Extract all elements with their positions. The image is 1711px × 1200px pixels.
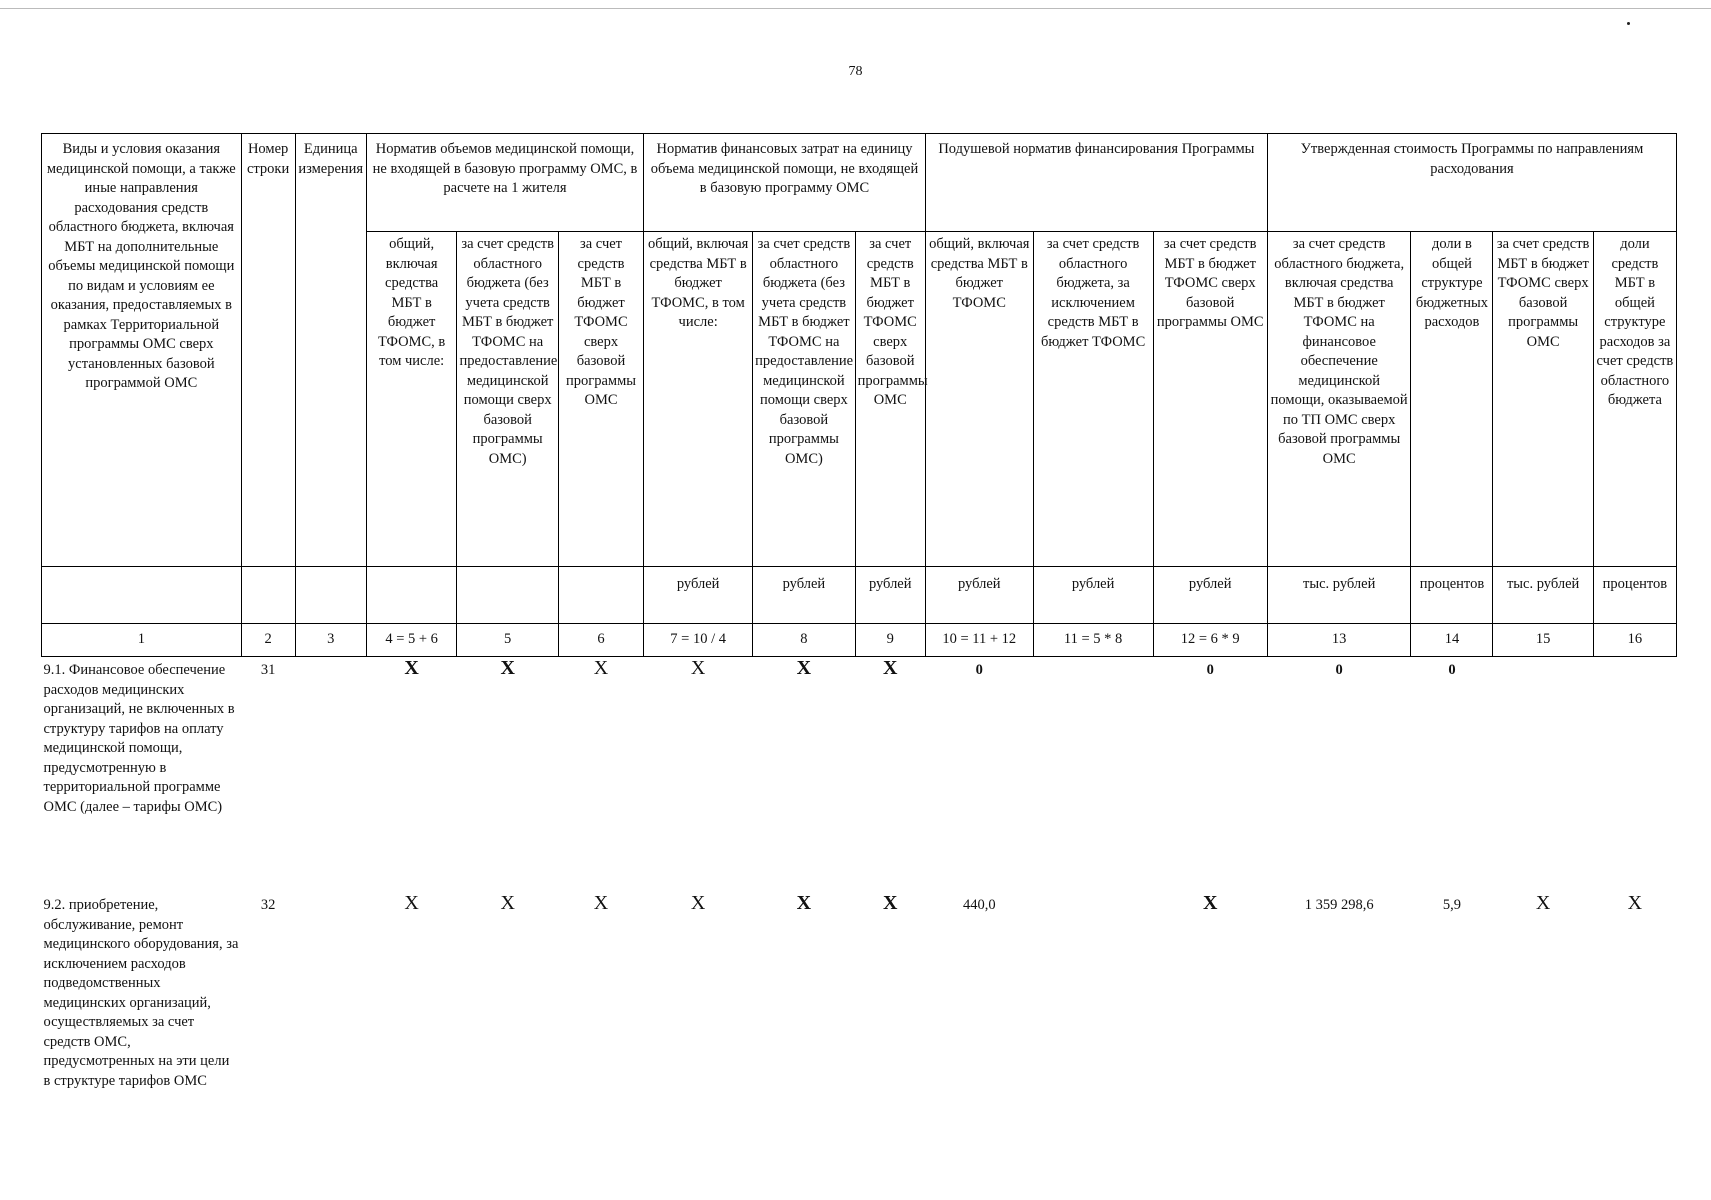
row-cell: X [593, 892, 609, 914]
table-row [42, 657, 1677, 893]
unit-cell: рублей [1153, 567, 1267, 624]
scan-speck [1627, 22, 1630, 25]
header-col1-label: Виды и условия оказания медицинской помощи, а также иные направления расходования средств областного бюджета, включая МБТ на дополнительные объемы медицинской помощи по видам и условиям ее оказания, предоставляемых в рамках Территориальной программы ОМС сверх установленных базовой программой ОМС [42, 134, 242, 567]
row-cell: 0 [975, 662, 983, 678]
subheader-cell: за счет средств МБТ в бюджет ТФОМС сверх базовой программы ОМС [1153, 232, 1267, 567]
header-col3-label: Единица измерения [295, 134, 366, 567]
unit-cell: тыс. рублей [1267, 567, 1411, 624]
header-group-cost: Норматив финансовых затрат на единицу объема медицинской помощи, не входящей в базовую программу ОМС [644, 134, 926, 232]
unit-cell: рублей [855, 567, 925, 624]
table-row [42, 892, 1677, 1147]
column-number-cell: 15 [1493, 624, 1593, 657]
row-cell: 1 359 298,6 [1304, 897, 1374, 913]
row-cell: X [1535, 892, 1551, 914]
subheader-cell: доли в общей структуре бюджетных расходов [1411, 232, 1493, 567]
row-cell: X [1202, 892, 1218, 914]
row-cell: X [404, 657, 419, 679]
top-border-line [0, 8, 1711, 9]
unit-cell [295, 567, 366, 624]
subheader-cell: доли средств МБТ в общей структуре расходов за счет средств областного бюджета [1593, 232, 1676, 567]
row-cell: X [796, 892, 812, 914]
unit-cell [241, 567, 295, 624]
header-col2-label: Номер строки [241, 134, 295, 567]
subheader-cell: за счет средств областного бюджета (без учета средств МБТ в бюджет ТФОМС на предоставление медицинской помощи сверх базовой программы ОМС) [753, 232, 856, 567]
subheader-cell: за счет средств областного бюджета, включая средства МБТ в бюджет ТФОМС на финансовое обеспечение медицинской помощи, оказываемой по ТП ОМС сверх базовой программы ОМС [1267, 232, 1411, 567]
row-name: 9.1. Финансовое обеспечение расходов медицинских организаций, не включенных в структуру тарифов на оплату медицинской помощи, предусмотренную в территориальной программе ОМС (далее – тарифы ОМС) [43, 662, 235, 815]
subheader-cell: за счет средств областного бюджета, за исключением средств МБТ в бюджет ТФОМС [1033, 232, 1153, 567]
header-group-percapita: Подушевой норматив финансирования Программы [925, 134, 1267, 232]
row-cell [1593, 657, 1676, 893]
column-number-cell: 9 [855, 624, 925, 657]
row-cell: 0 [1448, 662, 1456, 678]
column-number-cell: 10 = 11 + 12 [925, 624, 1033, 657]
subheader-cell: общий, включая средства МБТ в бюджет ТФОМС, в том числе: [644, 232, 753, 567]
budget-table [41, 133, 1677, 1147]
row-cell: X [883, 657, 898, 679]
row-cell [1033, 892, 1153, 1147]
row-cell: X [883, 892, 898, 914]
column-number-cell: 16 [1593, 624, 1676, 657]
row-cell: 0 [1335, 662, 1343, 678]
subheader-cell: за счет средств МБТ в бюджет ТФОМС сверх базовой программы ОМС [1493, 232, 1593, 567]
unit-cell: рублей [753, 567, 856, 624]
subheader-cell: за счет средств МБТ в бюджет ТФОМС сверх базовой программы ОМС [855, 232, 925, 567]
unit-cell: рублей [644, 567, 753, 624]
row-name: 9.2. приобретение, обслуживание, ремонт медицинского оборудования, за исключением расходов подведомственных медицинских организаций, осуществляемых за счет средств ОМС, предусмотренных на эти цели в структуре тарифов ОМС [43, 897, 239, 1089]
subheader-cell: общий, включая средства МБТ в бюджет ТФОМС, в том числе: [366, 232, 457, 567]
row-cell: 440,0 [962, 897, 996, 913]
unit-cell: рублей [1033, 567, 1153, 624]
header-group-approved: Утвержденная стоимость Программы по направлениям расходования [1267, 134, 1676, 232]
subheader-cell: за счет средств МБТ в бюджет ТФОМС сверх базовой программы ОМС [558, 232, 643, 567]
row-cell: X [500, 657, 515, 679]
column-number-cell: 6 [558, 624, 643, 657]
column-number-cell: 14 [1411, 624, 1493, 657]
column-number-cell: 8 [753, 624, 856, 657]
row-cell: X [593, 657, 609, 679]
row-cell: X [1627, 892, 1643, 914]
row-cell: X [500, 892, 515, 914]
row-cell: 0 [1206, 662, 1214, 678]
row-cell: 5,9 [1442, 897, 1461, 913]
row-cell: X [690, 892, 706, 914]
unit-cell: тыс. рублей [1493, 567, 1593, 624]
column-number-cell: 3 [295, 624, 366, 657]
unit-cell: процентов [1593, 567, 1676, 624]
row-number: 31 [260, 662, 276, 678]
row-cell: X [404, 892, 419, 914]
header-group-volume: Норматив объемов медицинской помощи, не входящей в базовую программу ОМС, в расчете на 1 жителя [366, 134, 643, 232]
row-number: 32 [260, 897, 276, 913]
page-number: 78 [848, 64, 863, 79]
unit-cell [366, 567, 457, 624]
unit-cell [457, 567, 558, 624]
row-cell [295, 892, 366, 1147]
unit-cell [42, 567, 242, 624]
subheader-cell: общий, включая средства МБТ в бюджет ТФОМС [925, 232, 1033, 567]
row-cell [295, 657, 366, 893]
column-number-cell: 12 = 6 * 9 [1153, 624, 1267, 657]
column-number-cell: 11 = 5 * 8 [1033, 624, 1153, 657]
row-cell: X [796, 657, 812, 679]
column-number-cell: 1 [42, 624, 242, 657]
row-cell [1033, 657, 1153, 893]
column-number-cell: 13 [1267, 624, 1411, 657]
subheader-cell: за счет средств областного бюджета (без учета средств МБТ в бюджет ТФОМС на предоставление медицинской помощи сверх базовой программы ОМС) [457, 232, 558, 567]
unit-cell [558, 567, 643, 624]
unit-cell: процентов [1411, 567, 1493, 624]
unit-cell: рублей [925, 567, 1033, 624]
column-number-cell: 4 = 5 + 6 [366, 624, 457, 657]
row-cell: X [690, 657, 706, 679]
column-number-cell: 7 = 10 / 4 [644, 624, 753, 657]
column-number-cell: 2 [241, 624, 295, 657]
column-number-cell: 5 [457, 624, 558, 657]
row-cell [1493, 657, 1593, 893]
